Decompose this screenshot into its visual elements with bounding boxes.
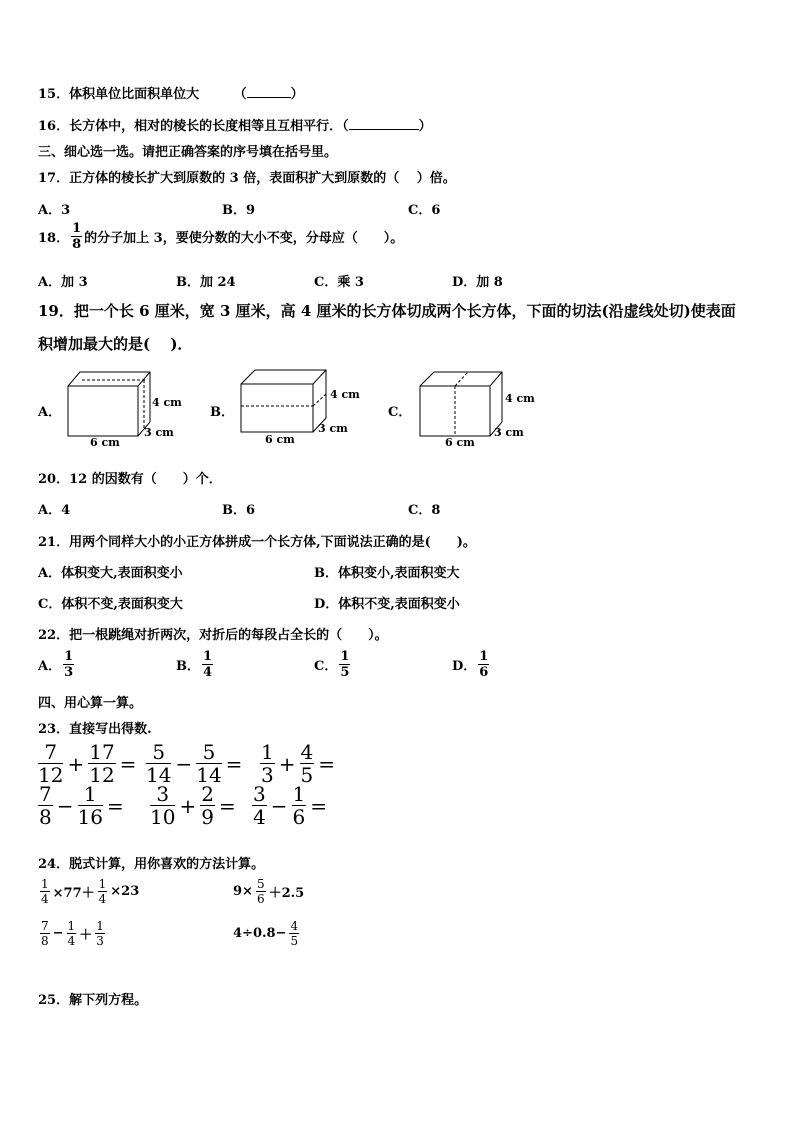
mental-math-row-2: $\frac{3}{10}$ + $\frac{2}{9}$ =: [150, 782, 236, 829]
option-b[interactable]: B．9: [222, 203, 256, 218]
option-b[interactable]: B．加 24: [176, 275, 236, 290]
option-b[interactable]: B． $\frac{1}{4}$: [176, 649, 213, 680]
label-height: 4 cm: [505, 392, 535, 405]
section-4-heading: 四、用心算一算。: [38, 696, 143, 711]
cuboid-c: [420, 372, 502, 436]
label-width: 3 cm: [144, 426, 174, 439]
expression-1: $\frac{1}{4}$ ×77＋ $\frac{1}{4}$ ×23: [41, 877, 140, 906]
option-d[interactable]: D．体积不变,表面积变小: [314, 597, 460, 612]
option-d[interactable]: D． $\frac{1}{6}$: [452, 649, 489, 680]
answer-blank[interactable]: [349, 117, 419, 130]
option-c[interactable]: C． $\frac{1}{5}$: [314, 649, 350, 680]
label-length: 6 cm: [90, 436, 120, 449]
cuboid-b: [241, 370, 326, 432]
label-width: 3 cm: [494, 426, 524, 439]
question-25-text: 25．解下列方程。: [38, 993, 148, 1008]
cuboid-a: [68, 372, 150, 436]
label-length: 6 cm: [445, 436, 475, 449]
option-a[interactable]: A．3: [38, 203, 71, 218]
option-a[interactable]: A．: [38, 405, 62, 420]
option-c[interactable]: C．乘 3: [314, 275, 364, 290]
option-b[interactable]: B．: [210, 405, 234, 420]
fraction: $\frac{1}{8}$: [72, 221, 82, 252]
mental-math-row-1: $\frac{7}{12}$ + $\frac{17}{12}$ =: [38, 740, 137, 787]
option-d[interactable]: D．加 8: [452, 275, 503, 290]
expression-3: $\frac{7}{8}$ − $\frac{1}{4}$ ＋ $\frac{1}{3}$: [41, 919, 104, 948]
question-20-text: 20．12 的因数有（ ）个．: [38, 472, 222, 487]
question-24-text: 24．脱式计算，用你喜欢的方法计算。: [38, 857, 265, 872]
option-c[interactable]: C．8: [408, 503, 441, 518]
question-19-line1: 19．把一个长 6 厘米，宽 3 厘米，高 4 厘米的长方体切成两个长方体，下面的切法(沿虚线处切)使表面: [38, 302, 736, 320]
cuboid-figures: [0, 360, 794, 455]
mental-math-row-1: $\frac{5}{14}$ − $\frac{5}{14}$ =: [146, 740, 243, 787]
question-18: 18． $\frac{1}{8}$ 的分子加上 3，要使分数的大小不变，分母应（ ）。: [38, 221, 404, 252]
question-16-text: 16．长方体中，相对的棱长的长度相等且互相平行．（: [38, 119, 349, 134]
label-width: 3 cm: [318, 422, 348, 435]
question-15-text: 15．体积单位比面积单位大: [38, 87, 200, 102]
option-c[interactable]: C．体积不变,表面积变大: [38, 597, 183, 612]
expression-2: 9× $\frac{5}{6}$ ＋2.5: [233, 877, 305, 906]
question-16: 16．长方体中，相对的棱长的长度相等且互相平行．（ ）: [38, 119, 432, 134]
mental-math-row-1: $\frac{1}{3}$ + $\frac{4}{5}$ =: [261, 740, 335, 787]
question-15: 15．体积单位比面积单位大 （ ）: [38, 87, 304, 102]
label-length: 6 cm: [265, 433, 295, 446]
question-19-line2: 积增加最大的是( )．: [38, 335, 193, 353]
mental-math-row-2: $\frac{3}{4}$ − $\frac{1}{6}$ =: [253, 782, 327, 829]
option-a[interactable]: A．加 3: [38, 275, 88, 290]
label-height: 4 cm: [152, 396, 182, 409]
option-a[interactable]: A．体积变大,表面积变小: [38, 566, 183, 581]
question-23-text: 23．直接写出得数.: [38, 722, 152, 737]
question-21-text: 21．用两个同样大小的小正方体拼成一个长方体,下面说法正确的是( )。: [38, 535, 476, 550]
option-c[interactable]: C．: [388, 405, 412, 420]
section-3-heading: 三、细心选一选。请把正确答案的序号填在括号里。: [38, 145, 338, 160]
option-b[interactable]: B．6: [222, 503, 256, 518]
expression-4: 4÷0.8− $\frac{4}{5}$: [233, 919, 299, 948]
question-17-text: 17．正方体的棱长扩大到原数的 3 倍，表面积扩大到原数的（ ）倍。: [38, 171, 456, 186]
option-c[interactable]: C．6: [408, 203, 441, 218]
label-height: 4 cm: [330, 388, 360, 401]
answer-blank[interactable]: [247, 85, 291, 98]
mental-math-row-2: $\frac{7}{8}$ − $\frac{1}{16}$ =: [39, 782, 124, 829]
question-18-text: 的分子加上 3，要使分数的大小不变，分母应（ ）。: [84, 231, 404, 246]
option-a[interactable]: A． $\frac{1}{3}$: [38, 649, 74, 680]
question-22-text: 22．把一根跳绳对折两次，对折后的每段占全长的（ ）。: [38, 628, 388, 643]
option-a[interactable]: A．4: [38, 503, 71, 518]
option-b[interactable]: B．体积变小,表面积变大: [314, 566, 460, 581]
